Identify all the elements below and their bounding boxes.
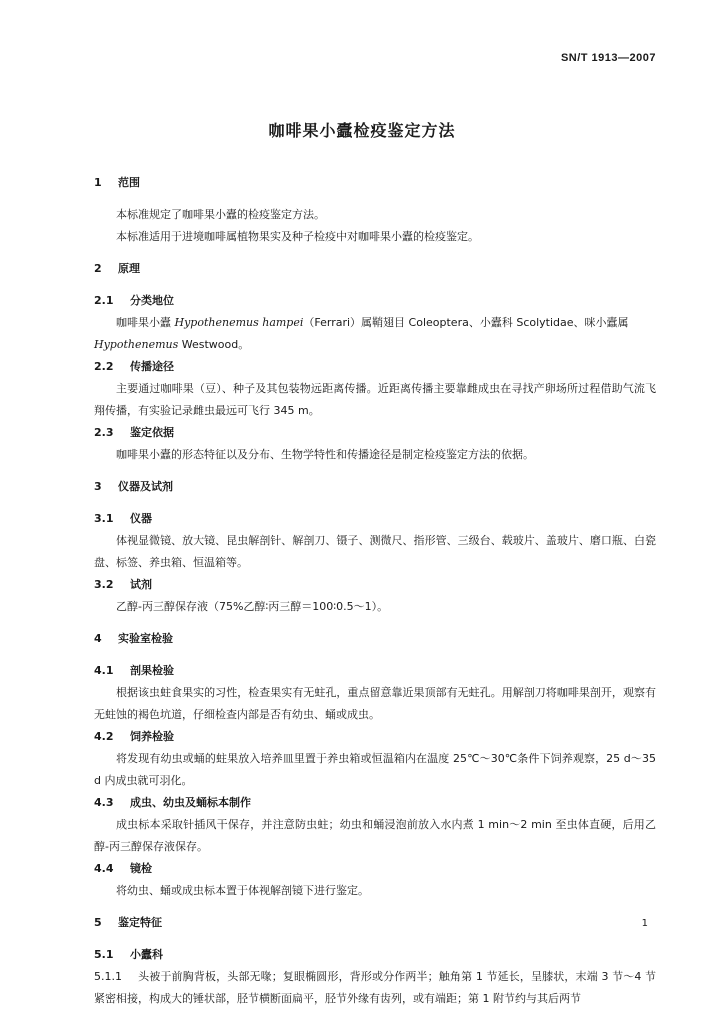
text-run: 咖啡果小蠹 — [116, 316, 175, 329]
section-2-heading — [94, 258, 656, 280]
section-number: 1 — [94, 176, 102, 189]
subsection-number: 3.2 — [94, 578, 114, 591]
section-title: 范围 — [118, 176, 140, 189]
subsection-title: 小蠹科 — [130, 948, 163, 961]
paragraph: 将幼虫、蛹或成虫标本置于体视解剖镜下进行鉴定。 — [116, 884, 369, 897]
text-run: （Ferrari）属鞘翅目 Coleoptera、小蠹科 Scolytidae、咪小蠹属 — [303, 316, 629, 329]
subsection-title: 分类地位 — [130, 294, 174, 307]
subsection-number: 4.3 — [94, 796, 114, 809]
paragraph: 主要通过咖啡果（豆）、种子及其包装物远距离传播。近距离传播主要靠雌成虫在寻找产卵场所过程借助气流飞翔传播，有实验记录雌虫最远可飞行 345 m。 — [94, 382, 656, 417]
section-number: 5 — [94, 916, 102, 929]
paragraph: 本标准适用于进境咖啡属植物果实及种子检疫中对咖啡果小蠹的检疫鉴定。 — [116, 230, 479, 243]
section-number: 4 — [94, 632, 102, 645]
section-title: 仪器及试剂 — [118, 480, 173, 493]
scientific-name: Hypothenemus hampei — [174, 316, 304, 329]
scientific-name: Hypothenemus — [94, 338, 179, 351]
subsection-number: 5.1 — [94, 948, 114, 961]
paragraph: 本标准规定了咖啡果小蠹的检疫鉴定方法。 — [116, 208, 325, 221]
paragraph: 成虫标本采取针插风干保存，并注意防虫蛀；幼虫和蛹浸泡前放入水内煮 1 min～2 min 至虫体直硬，后用乙醇-丙三醇保存液保存。 — [94, 818, 656, 853]
subsection-heading — [94, 356, 656, 378]
subsection-number: 2.1 — [94, 294, 114, 307]
subsection-heading — [94, 726, 656, 748]
subsection-title: 仪器 — [130, 512, 152, 525]
subsection-heading — [94, 858, 656, 880]
subsection-heading — [94, 422, 656, 444]
clause-number: 5.1.1 — [94, 970, 122, 983]
subsection-title: 鉴定依据 — [130, 426, 174, 439]
paragraph: 咖啡果小蠹的形态特征以及分布、生物学特性和传播途径是制定检疫鉴定方法的依据。 — [116, 448, 534, 461]
subsection-title: 试剂 — [130, 578, 152, 591]
paragraph: 体视显微镜、放大镜、昆虫解剖针、解剖刀、镊子、测微尺、指形管、三级台、载玻片、盖玻片、磨口瓶、白瓷盘、标签、养虫箱、恒温箱等。 — [94, 534, 656, 569]
subsection-number: 4.1 — [94, 664, 114, 677]
subsection-heading — [94, 290, 656, 312]
subsection-number: 4.4 — [94, 862, 114, 875]
section-number: 3 — [94, 480, 102, 493]
paragraph — [94, 312, 656, 356]
subsection-heading — [94, 574, 656, 596]
section-1-heading — [94, 172, 656, 194]
clause-text: 头被于前胸背板，头部无喙；复眼椭圆形，背形或分作两半；触角第 1 节延长，呈膝状，末端 3 节～4 节紧密相接，构成大的锤状部，胫节横断面扁平，胫节外缘有齿列，或有端距；第 1 附节约与其后两节 — [94, 970, 656, 1005]
document-title: 咖啡果小蠹检疫鉴定方法 — [268, 121, 456, 140]
section-3-heading — [94, 476, 656, 498]
subsection-title: 饲养检验 — [130, 730, 174, 743]
standard-code: SN/T 1913—2007 — [560, 52, 656, 64]
section-title: 原理 — [118, 262, 140, 275]
section-title: 实验室检验 — [118, 632, 173, 645]
subsection-number: 2.2 — [94, 360, 114, 373]
page-number: 1 — [641, 918, 648, 929]
section-number: 2 — [94, 262, 102, 275]
section-5-heading — [94, 912, 656, 934]
paragraph: 将发现有幼虫或蛹的蛀果放入培养皿里置于养虫箱或恒温箱内在温度 25℃～30℃条件下饲养观察，25 d～35 d 内成虫就可羽化。 — [94, 752, 656, 787]
paragraph: 乙醇-丙三醇保存液（75%乙醇∶丙三醇＝100∶0.5～1）。 — [116, 600, 389, 613]
section-4-heading — [94, 628, 656, 650]
subsection-title: 剖果检验 — [130, 664, 174, 677]
paragraph — [94, 966, 656, 1010]
subsection-number: 2.3 — [94, 426, 114, 439]
subsection-title: 成虫、幼虫及蛹标本制作 — [130, 796, 251, 809]
text-run: Westwood。 — [178, 338, 250, 351]
subsection-heading — [94, 660, 656, 682]
document-body — [94, 172, 656, 1010]
paragraph: 根据该虫蛀食果实的习性，检查果实有无蛀孔，重点留意靠近果顶部有无蛀孔。用解剖刀将咖啡果剖开，观察有无蛀蚀的褐色坑道，仔细检查内部是否有幼虫、蛹或成虫。 — [94, 686, 656, 721]
subsection-title: 镜检 — [130, 862, 152, 875]
subsection-number: 3.1 — [94, 512, 114, 525]
subsection-number: 4.2 — [94, 730, 114, 743]
section-title: 鉴定特征 — [118, 916, 162, 929]
subsection-heading — [94, 792, 656, 814]
subsection-heading — [94, 944, 656, 966]
subsection-title: 传播途径 — [130, 360, 174, 373]
subsection-heading — [94, 508, 656, 530]
